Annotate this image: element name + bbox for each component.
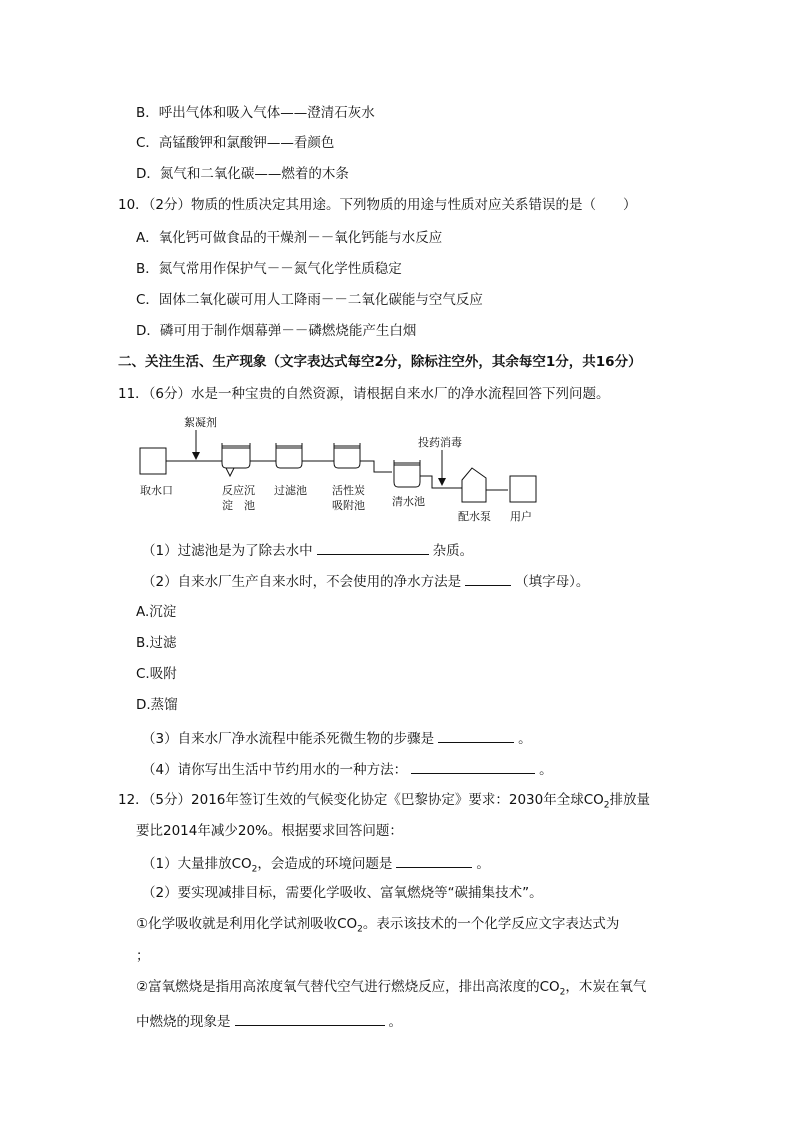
carbon-label-1: 活性炭: [332, 484, 365, 497]
q12-sub-1-end: 。表示该技术的一个化学反应文字表达式为: [362, 916, 620, 932]
q11-part-2: [142, 571, 589, 591]
q10-stem: 10．（2分）物质的性质决定其用途。下列物质的用途与性质对应关系错误的是（ ）: [118, 197, 637, 213]
q11-part-3: [142, 728, 532, 748]
q12-part-1-end: 。: [476, 856, 490, 872]
q11-stem: 11．（6分）水是一种宝贵的自然资源，请根据自来水厂的净水流程回答下列问题。: [118, 386, 610, 402]
answer-blank[interactable]: [438, 728, 514, 743]
carbon-label-2: 吸附池: [332, 499, 365, 512]
q12-sub-2-line-2: [136, 1011, 402, 1031]
q12-sub-1-semicolon: ；: [136, 948, 150, 964]
answer-blank[interactable]: [411, 759, 535, 774]
answer-blank[interactable]: [317, 540, 429, 555]
q12-sub-2-text: ②富氧燃烧是指用高浓度氧气替代空气进行燃烧反应，排出高浓度的CO: [136, 979, 560, 995]
q12-sub-2-line-2-text: 中燃烧的现象是: [136, 1014, 231, 1030]
q11-part-4-text: （4）请你写出生活中节约用水的一种方法：: [142, 762, 408, 778]
q12-stem-line-1: [118, 791, 650, 815]
q11-part-3-end: 。: [518, 731, 532, 747]
reaction-label-1: 反应沉: [222, 484, 255, 497]
answer-blank[interactable]: [396, 853, 472, 868]
q12-sub-1-text: ①化学吸收就是利用化学试剂吸收CO: [136, 916, 358, 932]
user-label: 用户: [510, 510, 532, 523]
answer-blank[interactable]: [235, 1011, 385, 1026]
q9-option-b: B．呼出气体和吸入气体——澄清石灰水: [136, 105, 375, 121]
q11-part-4-end: 。: [539, 762, 553, 778]
q12-part-2: （2）要实现减排目标，需要化学吸收、富氧燃烧等“碳捕集技术”。: [142, 885, 543, 901]
section-2-heading: 二、关注生活、生产现象（文字表达式每空2分，除标注空外，其余每空1分，共16分）: [118, 354, 642, 370]
q10-option-b: B．氮气常用作保护气－－氮气化学性质稳定: [136, 261, 402, 277]
q12-sub-2-end: ，木炭在氧气: [565, 979, 647, 995]
dosing-label: 投药消毒: [418, 436, 462, 449]
q11-option-a: A.沉淀: [136, 604, 177, 620]
q12-part-1-text: （1）大量排放CO: [142, 856, 252, 872]
q12-stem-text: 12．（5分）2016年签订生效的气候变化协定《巴黎协定》要求：2030年全球CO: [118, 792, 604, 808]
flow-line: [360, 461, 392, 472]
q12-stem-line-2: 要比2014年减少20%。根据要求回答问题：: [136, 823, 403, 839]
q12-sub-1: [136, 915, 619, 939]
user-box: [510, 476, 536, 502]
q11-part-2-text: （2）自来水厂生产自来水时，不会使用的净水方法是: [142, 574, 462, 590]
carbon-tank-icon: [334, 443, 360, 468]
arrow-head: [192, 452, 200, 460]
flocculant-label: 絮凝剂: [184, 416, 217, 429]
subscript: 2: [357, 924, 363, 935]
filter-tank-icon: [276, 443, 302, 468]
reaction-tank-icon: [222, 443, 250, 476]
q11-option-b: B.过滤: [136, 635, 177, 651]
filter-label: 过滤池: [274, 484, 307, 497]
q12-stem-end: 排放量: [609, 792, 651, 808]
q9-option-d: D．氮气和二氧化碳——燃着的木条: [136, 166, 349, 182]
reaction-label-2: 淀 池: [222, 499, 255, 512]
q11-part-1-text: （1）过滤池是为了除去水中: [142, 543, 313, 559]
pump-label: 配水泵: [458, 510, 491, 523]
q10-option-a: A．氧化钙可做食品的干燥剂－－氧化钙能与水反应: [136, 230, 443, 246]
intake-label: 取水口: [140, 484, 173, 497]
q12-sub-2-line-2-end: 。: [388, 1014, 402, 1030]
q10-option-d: D．磷可用于制作烟幕弹－－磷燃烧能产生白烟: [136, 323, 417, 339]
q11-part-2-end: （填字母）。: [515, 574, 590, 590]
q12-sub-2: [136, 978, 646, 1002]
pump-icon: [462, 468, 486, 502]
clear-water-label: 清水池: [392, 495, 425, 508]
subscript: 2: [603, 800, 610, 811]
q11-part-1: [142, 540, 473, 560]
intake-box: [140, 448, 166, 474]
q10-option-c: C．固体二氧化碳可用人工降雨－－二氧化碳能与空气反应: [136, 292, 483, 308]
answer-blank[interactable]: [465, 571, 511, 586]
q11-part-1-end: 杂质。: [432, 543, 474, 559]
arrow-head: [438, 478, 446, 486]
q12-part-1-mid: ，会造成的环境问题是: [257, 856, 393, 872]
q11-part-3-text: （3）自来水厂净水流程中能杀死微生物的步骤是: [142, 731, 435, 747]
q12-part-1: [142, 853, 490, 879]
water-treatment-flow-diagram: [136, 410, 556, 530]
subscript: 2: [251, 864, 258, 875]
q11-option-c: C.吸附: [136, 666, 177, 682]
q9-option-c: C．高锰酸钾和氯酸钾——看颜色: [136, 135, 335, 151]
q11-option-d: D.蒸馏: [136, 697, 178, 713]
clear-water-tank-icon: [394, 460, 420, 487]
subscript: 2: [559, 987, 566, 998]
q11-part-4: [142, 759, 553, 779]
